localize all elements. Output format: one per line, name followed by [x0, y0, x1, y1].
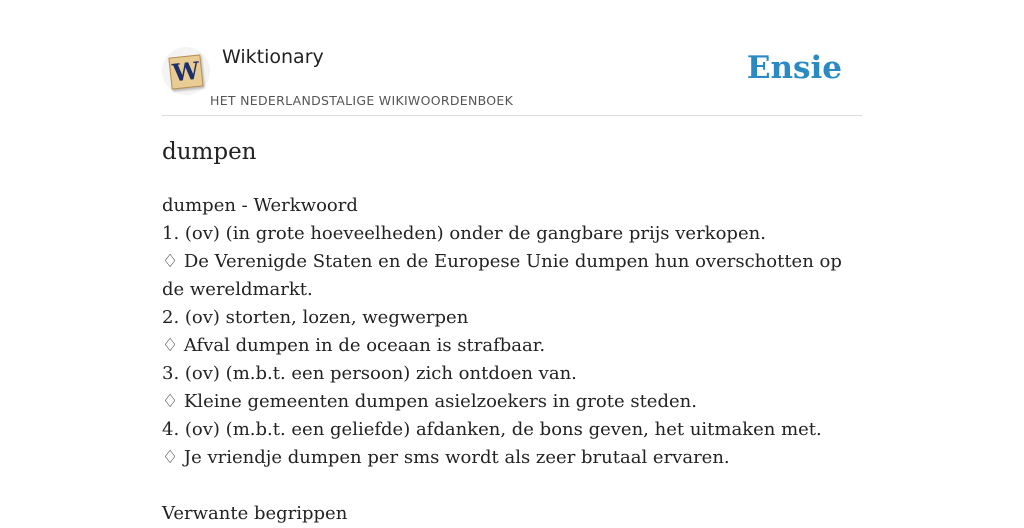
- definition-4: 4. (ov) (m.b.t. een geliefde) afdanken, de bons geven, het uitmaken met.: [162, 419, 822, 440]
- example-2: ♢ Afval dumpen in de oceaan is strafbaar.: [162, 335, 546, 356]
- example-4: ♢ Je vriendje dumpen per sms wordt als zeer brutaal ervaren.: [162, 447, 730, 468]
- related-terms-heading: Verwante begrippen: [162, 503, 348, 524]
- definition-3: 3. (ov) (m.b.t. een persoon) zich ontdoen van.: [162, 363, 577, 384]
- logo-letter: W: [171, 55, 201, 88]
- page-title: dumpen: [162, 139, 257, 165]
- definition-2: 2. (ov) storten, lozen, wegwerpen: [162, 307, 469, 328]
- part-of-speech: dumpen - Werkwoord: [162, 195, 358, 216]
- example-1: ♢ De Verenigde Staten en de Europese Unie dumpen hun overschotten op de wereldmarkt.: [162, 251, 842, 300]
- definition-1: 1. (ov) (in grote hoeveelheden) onder de gangbare prijs verkopen.: [162, 223, 766, 244]
- site-name[interactable]: Wiktionary: [222, 46, 324, 68]
- entry-body: [162, 192, 862, 528]
- wiktionary-logo[interactable]: [162, 47, 210, 95]
- wiktionary-logo-icon: [168, 54, 203, 89]
- example-3: ♢ Kleine gemeenten dumpen asielzoekers in grote steden.: [162, 391, 697, 412]
- site-tagline: HET NEDERLANDSTALIGE WIKIWOORDENBOEK: [210, 93, 514, 108]
- section-gap: [162, 472, 862, 500]
- header-divider: [162, 115, 862, 116]
- ensie-brand-link[interactable]: Ensie: [746, 50, 842, 86]
